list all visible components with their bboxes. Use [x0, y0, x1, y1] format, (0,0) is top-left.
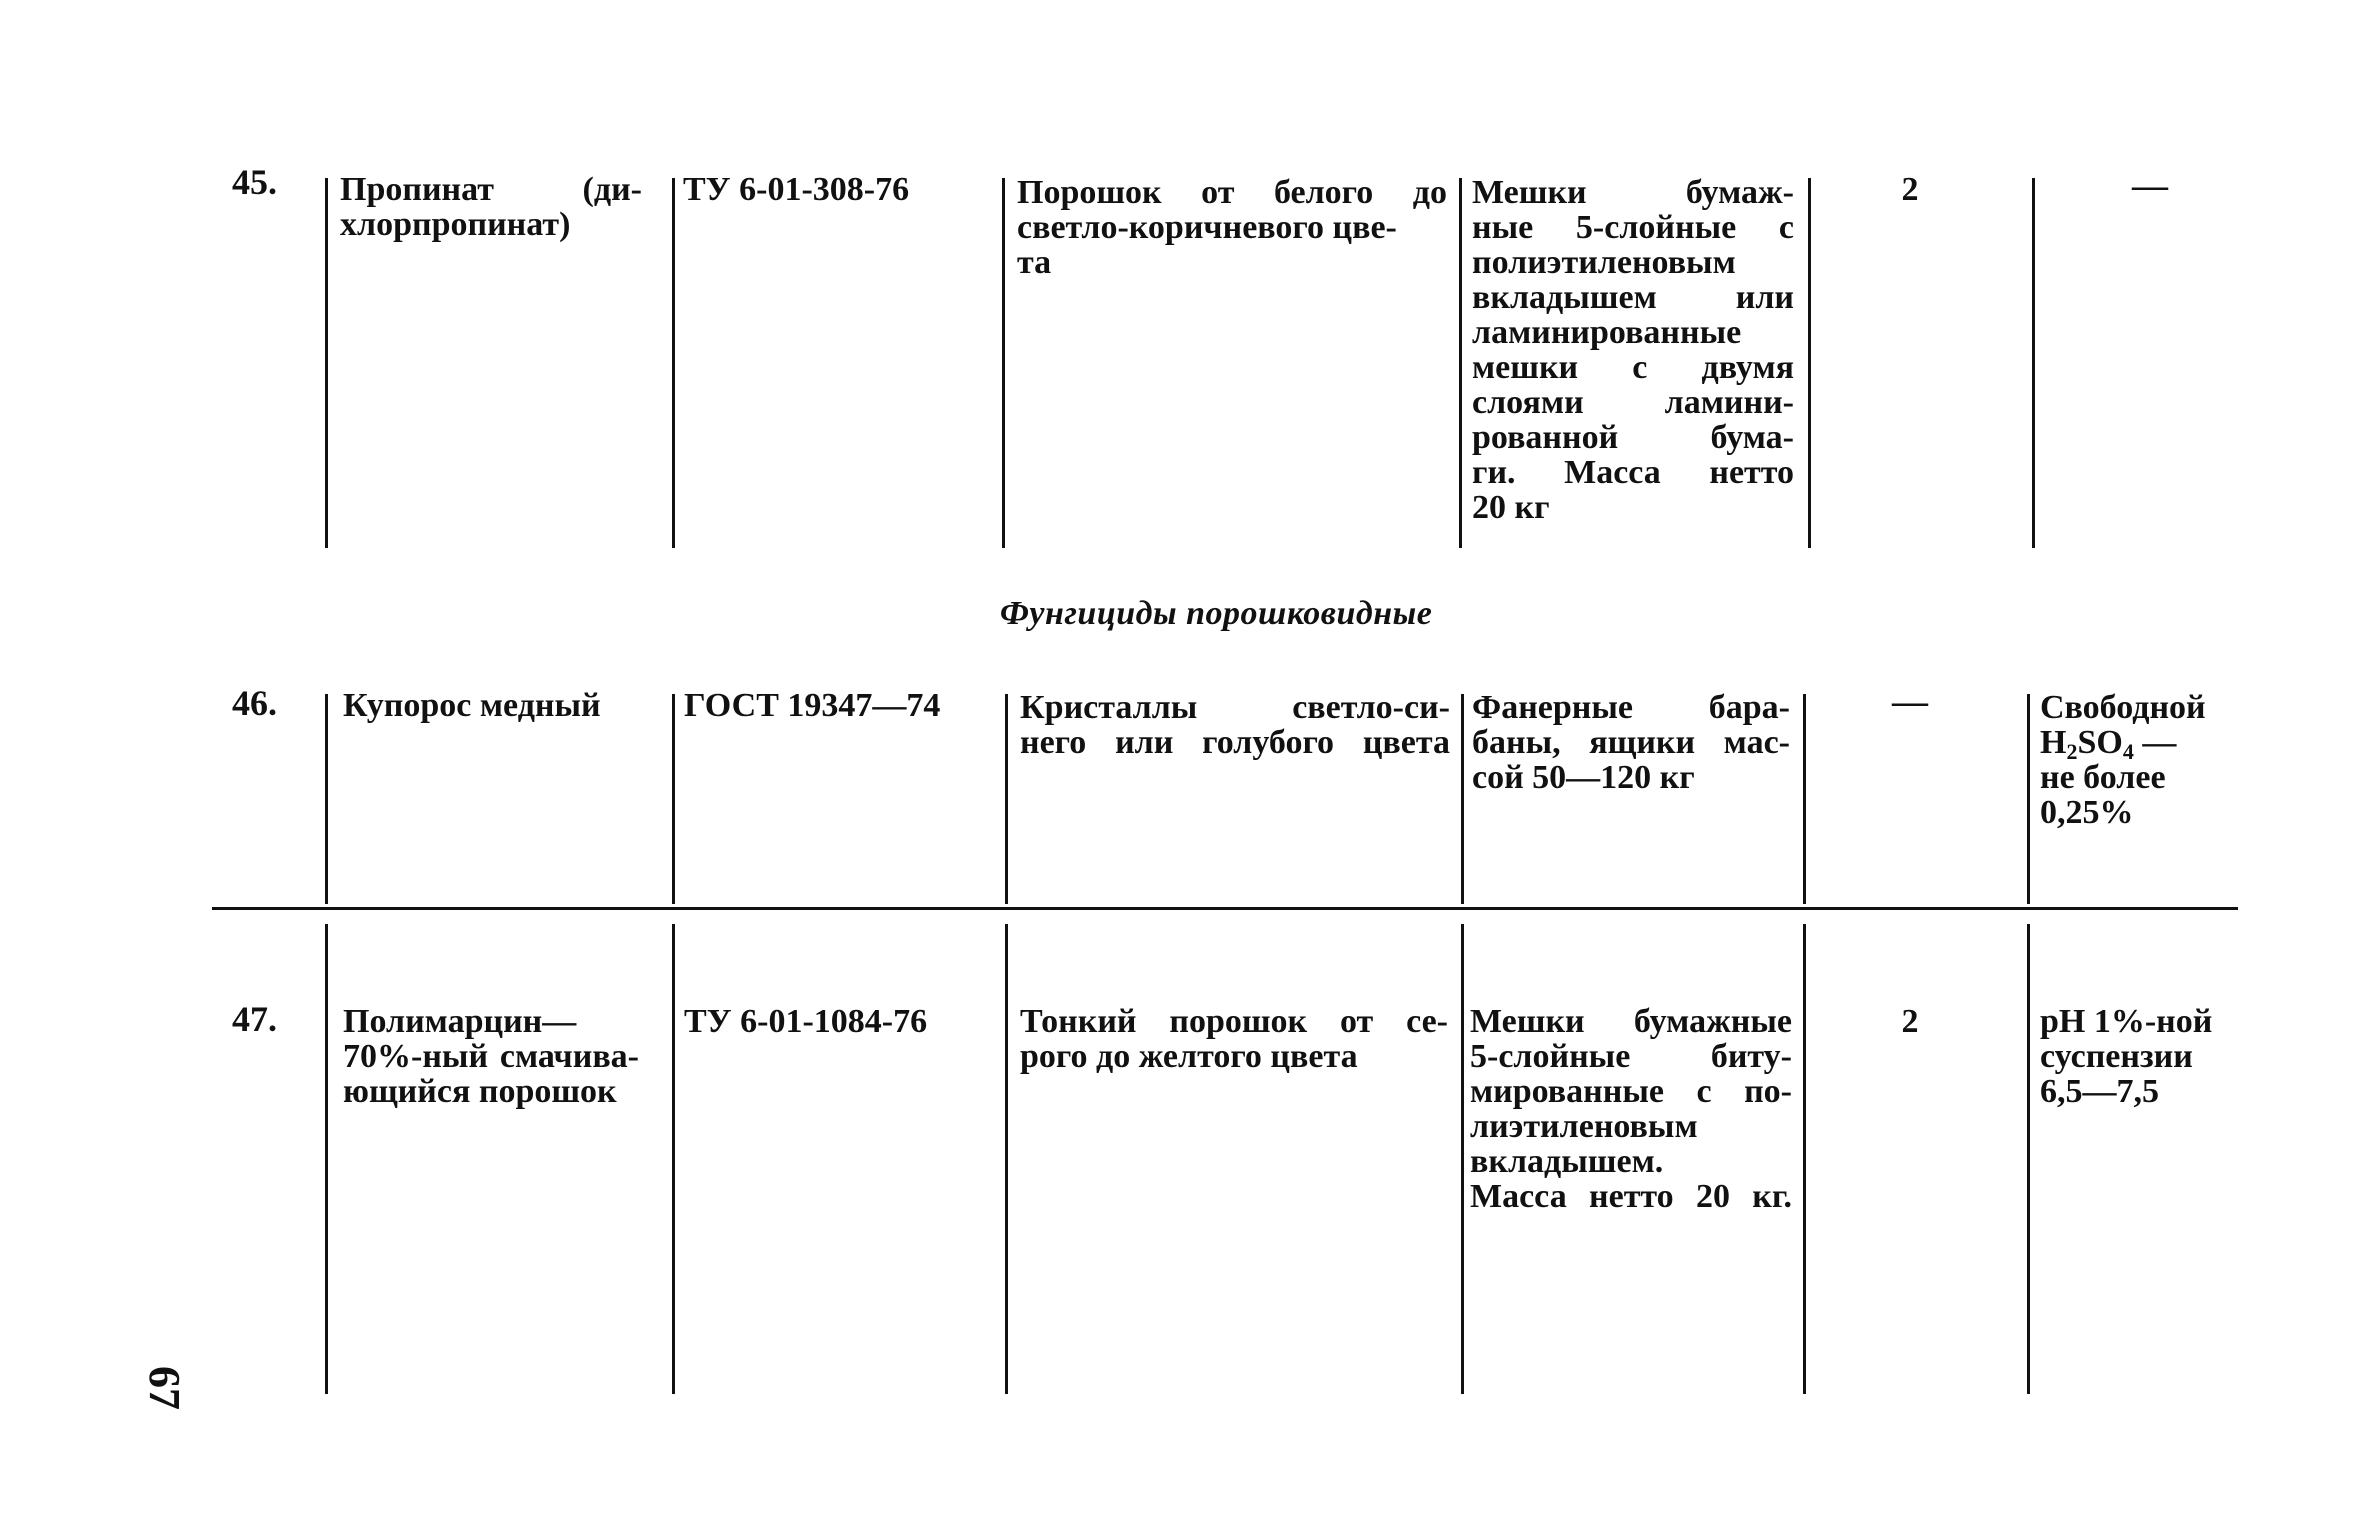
row-45-value: 2 — [1901, 171, 1919, 208]
row-47-divider-5 — [1803, 924, 1806, 1394]
row-46-divider-6 — [2027, 694, 2030, 904]
row-46-note-formula: $H_2SO_4$ — — [2040, 724, 2177, 764]
row-46-divider-4 — [1461, 694, 1464, 904]
row-45-number: 45. — [232, 162, 277, 202]
row-47-name: Полимарцин— 70%-ный смачива- ющийся порошок — [343, 1003, 639, 1110]
row-45-divider-1 — [325, 178, 328, 548]
row-46-appearance: Кристаллы светло-си- него или голубого цвета — [1020, 689, 1450, 761]
row-46-name: Купорос медный — [343, 687, 601, 724]
row-47-divider-3 — [1005, 924, 1008, 1394]
row-45-appearance: Порошок от белого до светло-коричневого цве- та — [1017, 174, 1447, 281]
row-47-packaging: Мешки бумажные 5-слойные биту- мированные с по- лиэтиленовым вкладышем. Масса нетто 20 кг. — [1470, 1003, 1792, 1215]
row-47-standard: ТУ 6-01-1084-76 — [684, 1003, 928, 1040]
row-45-name: Пропинат (ди- хлорпропинат) — [340, 171, 642, 243]
section-title: Фунгициды порошковидные — [1000, 595, 1433, 632]
row-47-appearance: Тонкий порошок от се- рого до желтого цвета — [1020, 1003, 1448, 1075]
row-46-value: — — [1892, 681, 1928, 721]
row-47-note: pH 1%-ной суспензии 6,5—7,5 — [2040, 1003, 2213, 1110]
row-47-divider-6 — [2027, 924, 2030, 1394]
page-number: 67 — [140, 1366, 189, 1410]
row-45-standard: ТУ 6-01-308-76 — [683, 171, 910, 208]
row-47-divider-1 — [325, 924, 328, 1394]
row-45-divider-2 — [672, 178, 675, 548]
row-47-number: 47. — [232, 999, 277, 1039]
row-45-divider-4 — [1459, 178, 1462, 548]
row-45-divider-5 — [1808, 178, 1811, 548]
row-46-divider-2 — [672, 694, 675, 904]
row-45-packaging: Мешки бумаж- ные 5-слойные с полиэтиленовым вкладышем или ламинированные мешки с двумя слоями ламини- рованной бума- ги. Масса нетто 20 кг — [1472, 174, 1794, 526]
row-46-note: Свободной $H_2SO_4$ — не более 0,25% — [2040, 690, 2240, 830]
row-46-divider-3 — [1005, 694, 1008, 904]
row-46-packaging: Фанерные бара- баны, ящики мас- сой 50—120 кг — [1472, 689, 1790, 796]
row-46-number: 46. — [232, 683, 277, 723]
row-45-divider-6 — [2032, 178, 2035, 548]
row-47-value: 2 — [1901, 1003, 1919, 1040]
row-46-divider-1 — [325, 694, 328, 904]
table-separator-line — [212, 907, 2238, 910]
row-45-note: — — [2132, 165, 2168, 205]
row-47-divider-4 — [1461, 924, 1464, 1394]
row-46-divider-5 — [1803, 694, 1806, 904]
row-47-divider-2 — [672, 924, 675, 1394]
row-45-divider-3 — [1002, 178, 1005, 548]
row-46-standard: ГОСТ 19347—74 — [684, 687, 941, 724]
